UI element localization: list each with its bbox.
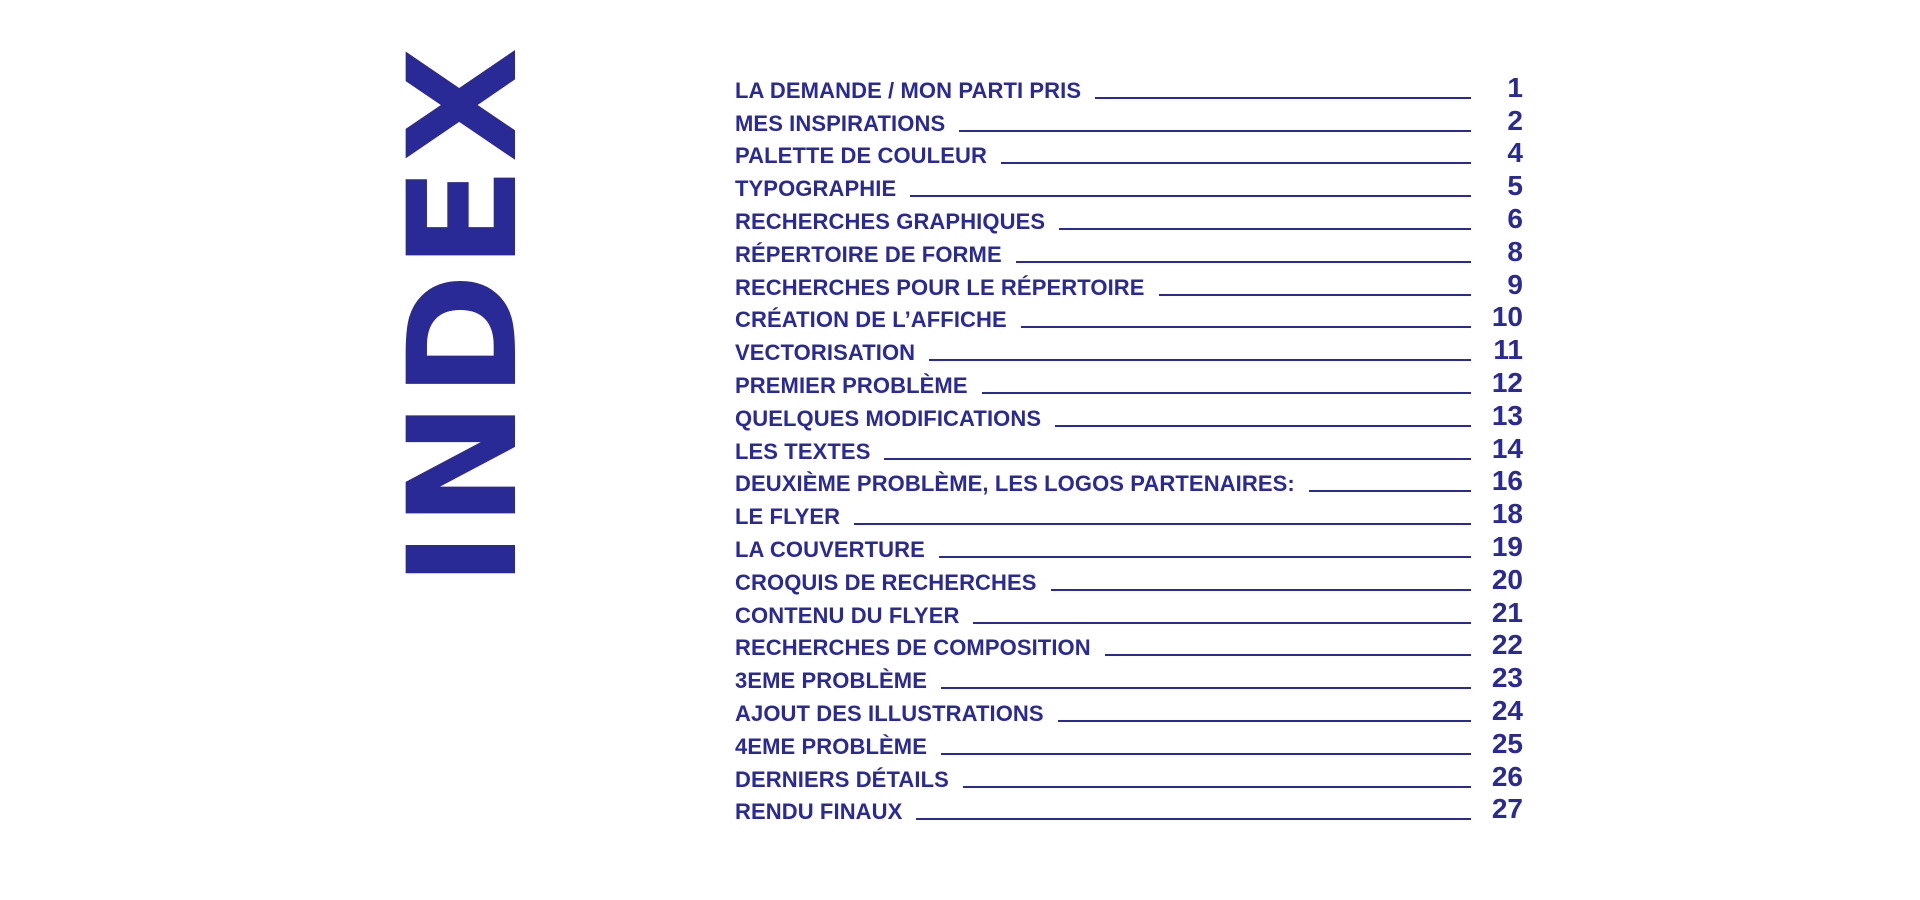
toc-entry — [735, 498, 1523, 531]
toc-entry-page-number: 16 — [1491, 465, 1523, 497]
toc-leader-line — [973, 622, 1471, 624]
toc-entry-label: RECHERCHES GRAPHIQUES — [735, 208, 1046, 234]
toc-entry-page-number: 11 — [1493, 334, 1523, 366]
toc-entry-page-number: 24 — [1491, 694, 1523, 726]
toc-entry — [735, 203, 1523, 236]
toc-entry — [735, 72, 1523, 105]
toc-leader-line — [941, 753, 1471, 755]
toc-leader-line — [910, 195, 1471, 197]
toc-entry — [735, 466, 1523, 499]
toc-entry — [735, 269, 1523, 302]
toc-leader-line — [941, 687, 1471, 689]
toc-entry-label: LA DEMANDE / MON PARTI PRIS — [735, 77, 1082, 103]
toc-entry — [735, 794, 1523, 827]
toc-entry-label: LA COUVERTURE — [735, 536, 925, 562]
toc-entry-page-number: 6 — [1507, 202, 1523, 234]
toc-entry-page-number: 19 — [1491, 530, 1523, 562]
toc-entry-label: CONTENU DU FLYER — [735, 602, 960, 628]
toc-entry-page-number: 20 — [1491, 563, 1523, 595]
toc-entry-label: CROQUIS DE RECHERCHES — [735, 569, 1037, 595]
toc-leader-line — [1016, 261, 1471, 263]
toc-leader-line — [854, 523, 1471, 525]
toc-entry-label: TYPOGRAPHIE — [735, 176, 897, 202]
toc-entry — [735, 761, 1523, 794]
toc-entry-page-number: 21 — [1491, 596, 1523, 628]
toc-entry-page-number: 26 — [1491, 760, 1523, 792]
toc-entry-label: 4EME PROBLÈME — [735, 733, 927, 759]
toc-entry-page-number: 13 — [1491, 399, 1523, 431]
toc-leader-line — [929, 359, 1471, 361]
toc-leader-line — [963, 786, 1471, 788]
toc-leader-line — [1001, 162, 1471, 164]
toc-leader-line — [939, 556, 1471, 558]
toc-entry — [735, 433, 1523, 466]
toc-entry-label: CRÉATION DE L’AFFICHE — [735, 307, 1007, 333]
toc-entry — [735, 170, 1523, 203]
toc-leader-line — [982, 392, 1471, 394]
toc-entry-page-number: 12 — [1491, 366, 1523, 398]
toc-entry-label: PALETTE DE COULEUR — [735, 143, 987, 169]
toc-entry-label: MES INSPIRATIONS — [735, 110, 946, 136]
toc-entry — [735, 334, 1523, 367]
toc-entry-page-number: 22 — [1491, 629, 1523, 661]
toc-leader-line — [959, 130, 1471, 132]
toc-entry — [735, 630, 1523, 663]
toc-leader-line — [1105, 654, 1471, 656]
toc-entry — [735, 531, 1523, 564]
toc-entry-label: RENDU FINAUX — [735, 799, 903, 825]
toc-entry-label: DEUXIÈME PROBLÈME, LES LOGOS PARTENAIRES: — [735, 471, 1295, 497]
toc-entry — [735, 236, 1523, 269]
toc-entry-label: RÉPERTOIRE DE FORME — [735, 241, 1002, 267]
toc-leader-line — [1051, 589, 1471, 591]
toc-entry-page-number: 9 — [1507, 268, 1523, 300]
toc-leader-line — [1058, 720, 1471, 722]
toc-entry-label: RECHERCHES POUR LE RÉPERTOIRE — [735, 274, 1145, 300]
toc-entry — [735, 138, 1523, 171]
toc-leader-line — [1095, 97, 1471, 99]
toc-entry-label: AJOUT DES ILLUSTRATIONS — [735, 700, 1044, 726]
toc-entry-label: QUELQUES MODIFICATIONS — [735, 405, 1042, 431]
toc-entry-page-number: 10 — [1491, 301, 1523, 333]
toc-entry-page-number: 23 — [1491, 662, 1523, 694]
toc-entry-label: VECTORISATION — [735, 340, 916, 366]
toc-entry — [735, 400, 1523, 433]
toc-entry — [735, 597, 1523, 630]
toc-leader-line — [1309, 490, 1471, 492]
toc-entry — [735, 302, 1523, 335]
toc-entry-label: DERNIERS DÉTAILS — [735, 766, 949, 792]
toc-leader-line — [1055, 425, 1471, 427]
toc-entry-page-number: 1 — [1507, 71, 1523, 103]
toc-entry-label: LES TEXTES — [735, 438, 871, 464]
toc-entry — [735, 695, 1523, 728]
toc-entry-page-number: 8 — [1507, 235, 1523, 267]
toc-leader-line — [1159, 294, 1471, 296]
toc-entry-page-number: 27 — [1491, 793, 1523, 825]
toc-entry-label: PREMIER PROBLÈME — [735, 372, 968, 398]
toc-entry-page-number: 2 — [1507, 104, 1523, 136]
toc-entry-label: LE FLYER — [735, 504, 841, 530]
toc-entry — [735, 564, 1523, 597]
toc-leader-line — [884, 458, 1471, 460]
toc-entry — [735, 728, 1523, 761]
toc-entry-page-number: 18 — [1491, 498, 1523, 530]
toc-entry — [735, 662, 1523, 695]
toc-entry-page-number: 4 — [1507, 137, 1523, 169]
index-title: INDEX — [377, 43, 551, 587]
toc-entry-page-number: 14 — [1491, 432, 1523, 464]
toc-entry-label: RECHERCHES DE COMPOSITION — [735, 635, 1091, 661]
table-of-contents — [735, 72, 1523, 826]
toc-entry-page-number: 5 — [1507, 170, 1523, 202]
toc-entry — [735, 105, 1523, 138]
toc-leader-line — [916, 818, 1471, 820]
toc-entry-page-number: 25 — [1491, 727, 1523, 759]
toc-entry-label: 3EME PROBLÈME — [735, 668, 927, 694]
toc-leader-line — [1021, 326, 1471, 328]
toc-entry — [735, 367, 1523, 400]
toc-leader-line — [1059, 228, 1471, 230]
